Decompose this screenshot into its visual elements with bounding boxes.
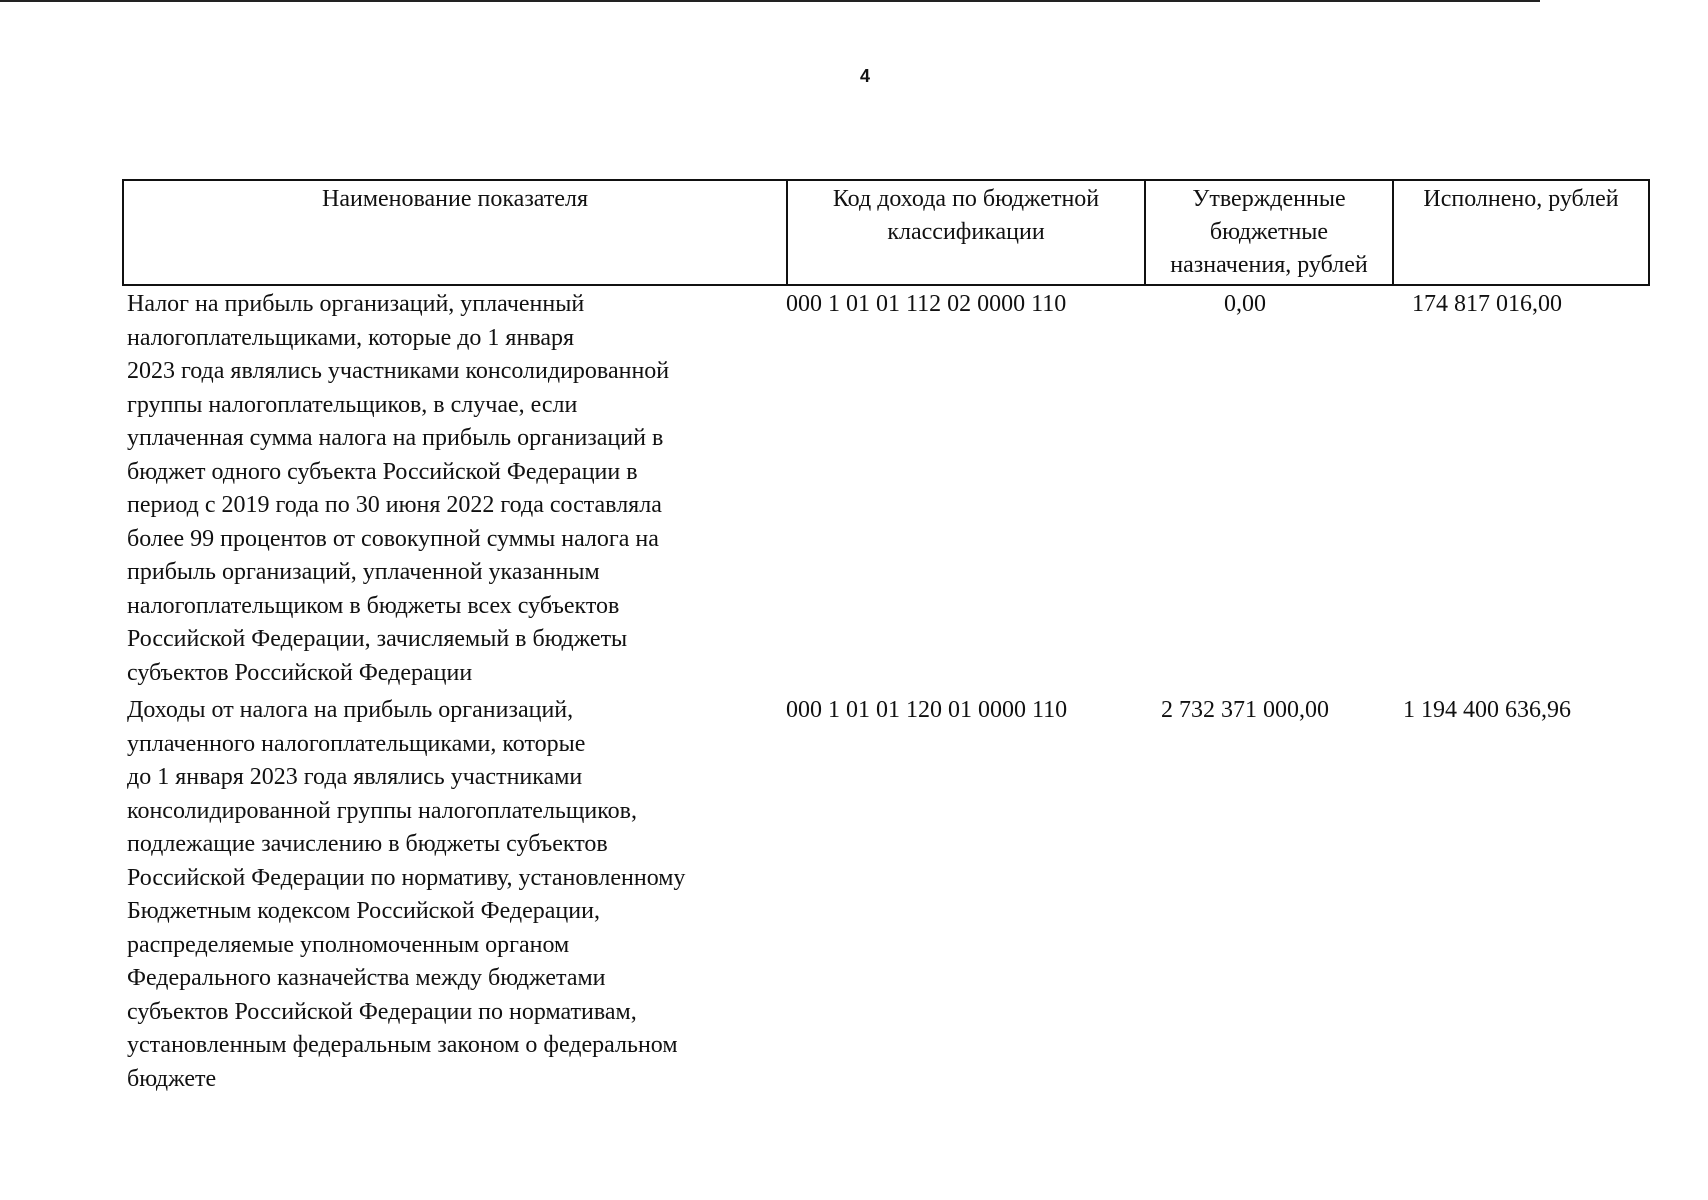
row-name-line: консолидированной группы налогоплательщиков,	[127, 797, 637, 824]
header-approved: Утвержденные бюджетные назначения, рублей	[1145, 180, 1393, 285]
row-name-line: бюджет одного субъекта Российской Федерации в	[127, 458, 638, 485]
row-name-line: субъектов Российской Федерации по нормативам,	[127, 998, 637, 1025]
row-name-line: налогоплательщиком в бюджеты всех субъектов	[127, 592, 620, 619]
row-done: 1 194 400 636,96	[1403, 697, 1571, 723]
row-name-line: прибыль организаций, уплаченной указанным	[127, 559, 600, 585]
row-name-line: уплаченного налогоплательщиками, которые	[127, 730, 586, 757]
row-name-line: группы налогоплательщиков, в случае, если	[127, 391, 578, 418]
row-name	[127, 288, 669, 690]
row-name-line: распределяемые уполномоченным органом	[127, 931, 570, 958]
row-name-line: Доходы от налога на прибыль организаций,	[127, 697, 574, 723]
row-name-line: установленным федеральным законом о федеральном	[127, 1032, 678, 1058]
row-done: 174 817 016,00	[1412, 291, 1562, 317]
row-code: 000 1 01 01 112 02 0000 110	[786, 291, 1067, 317]
row-name-line: более 99 процентов от совокупной суммы налога на	[127, 525, 659, 552]
table-header	[122, 179, 1650, 286]
row-name-line: до 1 января 2023 года являлись участниками	[127, 764, 583, 790]
row-name-line: подлежащие зачислению в бюджеты субъектов	[127, 831, 608, 857]
row-name-line: Бюджетным кодексом Российской Федерации,	[127, 898, 600, 924]
row-name-line: налогоплательщиками, которые до 1 января	[127, 324, 575, 351]
row-name-line: уплаченная сумма налога на прибыль организаций в	[127, 425, 664, 451]
header-name: Наименование показателя	[123, 180, 787, 285]
row-code: 000 1 01 01 120 01 0000 110	[786, 697, 1068, 723]
row-name-line: Федерального казначейства между бюджетами	[127, 965, 606, 991]
row-name-line: субъектов Российской Федерации	[127, 659, 473, 686]
row-name-line: Российской Федерации, зачисляемый в бюджеты	[127, 626, 628, 652]
page-number: 4	[859, 66, 870, 86]
header-done: Исполнено, рублей	[1393, 180, 1649, 285]
header-code: Код дохода по бюджетной классификации	[787, 180, 1145, 285]
row-name-line: 2023 года являлись участниками консолидированной	[127, 358, 670, 384]
row-name-line: бюджете	[127, 1065, 217, 1092]
row-name-line: Налог на прибыль организаций, уплаченный	[127, 291, 585, 317]
row-name	[127, 694, 685, 1096]
row-name-line: Российской Федерации по нормативу, установленному	[127, 864, 686, 891]
row-approved: 2 732 371 000,00	[1161, 697, 1329, 723]
row-approved: 0,00	[1224, 291, 1266, 317]
header-row	[123, 180, 1649, 285]
row-name-line: период с 2019 года по 30 июня 2022 года составляла	[127, 492, 662, 518]
top-border-line	[0, 0, 1540, 2]
